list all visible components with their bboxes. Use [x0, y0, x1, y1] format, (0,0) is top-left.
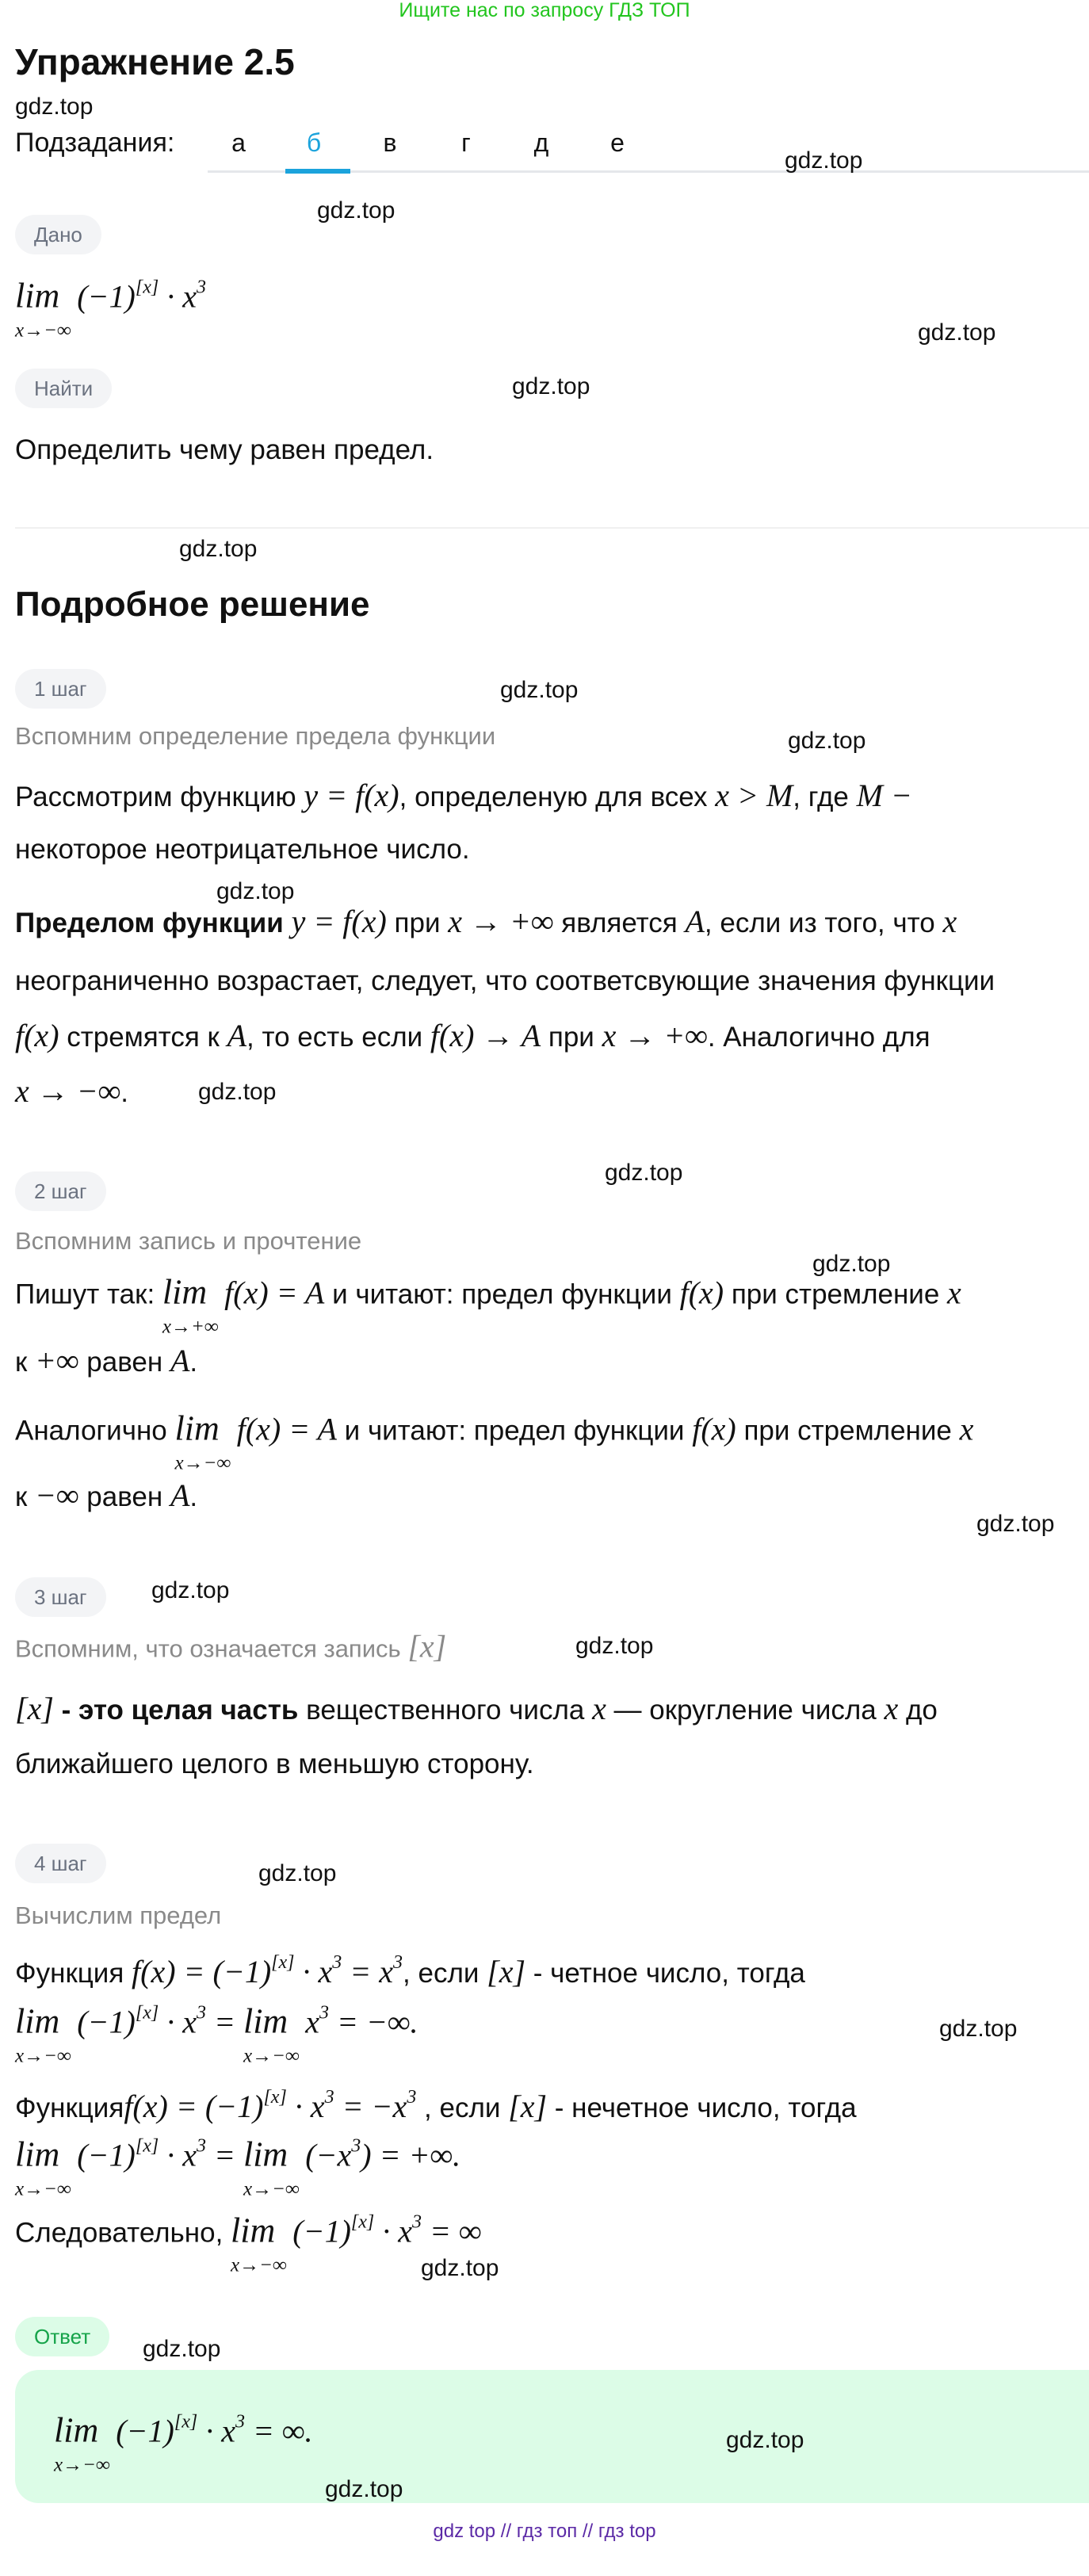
- text: равен: [78, 1347, 170, 1378]
- active-tab-indicator: [285, 169, 350, 174]
- step-line: [15, 1952, 805, 1991]
- text: стремятся к: [59, 1022, 227, 1053]
- watermark: gdz.top: [198, 1079, 277, 1105]
- find-badge: Найти: [15, 369, 112, 408]
- text: Вспомним запись и прочтение: [15, 1227, 362, 1255]
- math-expression: f(x): [679, 1275, 724, 1311]
- watermark: gdz.top: [939, 2016, 1018, 2042]
- math-superscript: 3: [324, 2087, 334, 2108]
- math-superscript: [x]: [135, 2135, 159, 2157]
- text: Следовательно,: [15, 2217, 231, 2249]
- text: .: [189, 1347, 198, 1378]
- math-expression: =: [205, 2137, 243, 2173]
- text: Функция: [15, 2093, 124, 2123]
- text: .: [120, 1077, 128, 1108]
- watermark: gdz.top: [317, 197, 395, 224]
- math-expression: f(x) = (−1): [132, 1954, 272, 1989]
- watermark: gdz.top: [421, 2255, 499, 2281]
- watermark: gdz.top: [15, 94, 94, 120]
- watermark: gdz.top: [785, 147, 863, 174]
- text: Рассмотрим функцию: [15, 782, 304, 812]
- text: ближайшего целого в меньшую сторону.: [15, 1749, 534, 1779]
- text: при стремление: [724, 1278, 948, 1310]
- math-expression: [x]: [407, 1628, 447, 1664]
- limit-subscript: x→−∞: [243, 2045, 300, 2067]
- step-heading: [15, 1630, 446, 1667]
- math-expression: · x: [294, 1954, 333, 1989]
- text: Функция: [15, 1958, 132, 1989]
- math-superscript: 3: [196, 2135, 206, 2157]
- math-expression: (−x: [305, 2137, 352, 2173]
- text: некоторое неотрицательное число.: [15, 834, 470, 865]
- math-expression: y = f(x): [291, 904, 387, 939]
- subtask-tab-1[interactable]: а: [231, 128, 246, 157]
- text: — округление числа: [606, 1695, 885, 1726]
- limit-operator: lim x→−∞: [15, 2005, 59, 2042]
- math-expression: (−1): [292, 2213, 351, 2249]
- subtask-tab-2[interactable]: б: [306, 128, 322, 157]
- math-expression: x: [947, 1275, 961, 1311]
- search-banner[interactable]: Ищите нас по запросу ГДЗ ТОП: [399, 0, 690, 21]
- math-expression: x → +∞: [602, 1018, 708, 1053]
- limit-subscript: x→−∞: [54, 2454, 110, 2476]
- math-expression: −∞: [35, 1477, 79, 1513]
- math-expression: f(x) = A: [224, 1275, 325, 1311]
- text: к: [15, 1481, 36, 1512]
- math-superscript: 3: [235, 2411, 245, 2433]
- math-expression: (−1): [77, 2137, 136, 2173]
- watermark: gdz.top: [726, 2427, 804, 2453]
- subtask-tab-4[interactable]: г: [461, 128, 471, 157]
- text: при стремление: [736, 1415, 960, 1447]
- text: . Аналогично для: [707, 1022, 930, 1053]
- subtask-tab-3[interactable]: в: [383, 128, 397, 157]
- math-expression: · x: [374, 2213, 413, 2249]
- math-expression: f(x) → A: [430, 1018, 541, 1053]
- math-expression: [x]: [487, 1954, 526, 1989]
- subtask-tab-5[interactable]: д: [533, 128, 549, 157]
- limit-operator: lim x→−∞: [243, 2138, 288, 2175]
- text: Пишут так:: [15, 1278, 162, 1310]
- step-line: [15, 2001, 418, 2067]
- watermark: gdz.top: [216, 878, 295, 904]
- watermark: gdz.top: [575, 1633, 654, 1659]
- watermark: gdz.top: [918, 319, 996, 346]
- text: , если из того, что: [704, 908, 943, 938]
- math-expression: f(x): [15, 1018, 59, 1053]
- math-expression: x: [884, 1691, 899, 1726]
- math-expression: = ∞.: [244, 2413, 313, 2449]
- step-line: [15, 1019, 930, 1055]
- step-badge: 1 шаг: [15, 669, 106, 709]
- text: Вспомним определение предела функции: [15, 722, 496, 750]
- solution-title: Подробное решение: [15, 585, 370, 624]
- text: , если: [403, 1958, 487, 1989]
- math-expression: x: [592, 1691, 606, 1726]
- watermark: gdz.top: [143, 2336, 221, 2362]
- math-expression: x: [305, 2004, 319, 2040]
- step-badge: 3 шаг: [15, 1577, 106, 1617]
- math-superscript: 3: [196, 2002, 206, 2024]
- math-expression: · x: [197, 2413, 235, 2449]
- math-expression: [x]: [15, 1691, 54, 1726]
- math-superscript: [x]: [350, 2211, 375, 2233]
- given-formula: [15, 276, 206, 342]
- limit-operator: lim x→−∞: [15, 2138, 59, 2175]
- text: Вычислим предел: [15, 1901, 222, 1929]
- step-line: [15, 964, 995, 999]
- math-superscript: 3: [412, 2211, 422, 2233]
- step-line: [15, 1747, 534, 1782]
- math-superscript: [x]: [135, 2002, 159, 2024]
- text: - четное число, тогда: [525, 1958, 805, 1989]
- limit-subscript: x→−∞: [243, 2178, 300, 2200]
- math-expression: · x: [159, 2137, 197, 2173]
- watermark: gdz.top: [179, 536, 258, 562]
- math-expression: = −x: [334, 2089, 407, 2124]
- math-expression: =: [205, 2004, 243, 2040]
- math-expression: A: [170, 1477, 190, 1513]
- text: , определеную для всех: [399, 782, 716, 812]
- step-line: [15, 1272, 961, 1338]
- subtasks-label: Подзадания:: [15, 128, 175, 158]
- math-expression: x: [959, 1411, 974, 1447]
- math-expression: M −: [856, 778, 912, 813]
- text: и читают: предел функции: [336, 1415, 693, 1447]
- math-expression: · x: [159, 2004, 197, 2040]
- math-expression: · x: [286, 2089, 325, 2124]
- bold-text: Пределом функции: [15, 908, 292, 938]
- watermark: gdz.top: [500, 677, 579, 703]
- math-superscript: 3: [319, 2002, 329, 2024]
- math-expression: f(x) = A: [236, 1411, 337, 1447]
- math-superscript: 3: [196, 277, 206, 298]
- step-badge: 4 шаг: [15, 1844, 106, 1883]
- math-expression: (−1): [77, 2004, 136, 2040]
- math-superscript: [x]: [135, 277, 159, 298]
- limit-operator: lim x→−∞: [243, 2005, 288, 2042]
- step-line: [15, 2089, 857, 2126]
- subtask-tab-6[interactable]: е: [610, 128, 625, 157]
- step-badge: 2 шаг: [15, 1171, 106, 1211]
- math-expression: = x: [342, 1954, 394, 1989]
- limit-operator: lim x→−∞: [175, 1412, 220, 1449]
- watermark: gdz.top: [788, 728, 866, 754]
- math-expression: +∞: [35, 1343, 79, 1378]
- math-expression: ) = +∞.: [361, 2137, 461, 2173]
- text: .: [189, 1481, 198, 1512]
- step-line: [15, 832, 470, 867]
- limit-subscript: x→−∞: [174, 1452, 231, 1474]
- step-line: [15, 904, 957, 941]
- math-expression: f(x) = (−1): [124, 2089, 264, 2124]
- text: , то есть если: [246, 1022, 430, 1053]
- text: Аналогично: [15, 1415, 175, 1447]
- math-expression: · x: [159, 278, 197, 315]
- limit-subscript: x→−∞: [15, 2178, 71, 2200]
- math-expression: x → −∞: [15, 1073, 121, 1109]
- text: неограниченно возрастает, следует, что соответсвующие значения функции: [15, 965, 995, 996]
- text: при: [541, 1022, 602, 1053]
- math-expression: (−1): [77, 278, 136, 315]
- text: при: [386, 908, 449, 938]
- math-expression: [x]: [508, 2089, 548, 2124]
- watermark: gdz.top: [512, 373, 590, 399]
- step-line: [15, 1408, 974, 1474]
- text: вещественного числа: [298, 1695, 593, 1726]
- given-badge: Дано: [15, 215, 101, 254]
- math-expression: (−1): [116, 2413, 174, 2449]
- watermark: gdz.top: [151, 1577, 230, 1603]
- math-expression: x > M: [715, 778, 793, 813]
- limit-subscript: x→−∞: [15, 319, 71, 342]
- answer-formula: [54, 2410, 313, 2476]
- step-line: [15, 1074, 128, 1110]
- math-expression: x → +∞: [448, 904, 554, 939]
- step-line: [15, 778, 912, 815]
- limit-subscript: x→−∞: [15, 2045, 71, 2067]
- step-heading: [15, 719, 495, 754]
- answer-badge: Ответ: [15, 2317, 109, 2356]
- page-title: Упражнение 2.5: [15, 41, 295, 82]
- watermark: gdz.top: [605, 1160, 683, 1186]
- watermark: gdz.top: [976, 1511, 1055, 1537]
- math-expression: A: [685, 904, 705, 939]
- math-expression: y = f(x): [304, 778, 399, 813]
- math-superscript: [x]: [271, 1952, 295, 1973]
- step-line: [15, 2135, 461, 2200]
- footer-links[interactable]: gdz top // гдз топ // гдз top: [433, 2521, 656, 2542]
- bold-text: - это целая часть: [53, 1695, 299, 1726]
- step-heading: [15, 1898, 221, 1933]
- math-superscript: 3: [407, 2087, 417, 2108]
- math-superscript: [x]: [174, 2411, 198, 2433]
- text: к: [15, 1347, 36, 1378]
- math-expression: x: [942, 904, 957, 939]
- watermark: gdz.top: [812, 1251, 891, 1277]
- text: , если: [416, 2093, 509, 2123]
- find-text: Определить чему равен предел.: [15, 434, 434, 465]
- text: , где: [793, 782, 857, 812]
- text: Вспомним, что означается запись: [15, 1634, 408, 1663]
- text: является: [553, 908, 686, 938]
- text: до: [898, 1695, 938, 1726]
- limit-subscript: x→−∞: [231, 2254, 287, 2276]
- step-heading: [15, 1224, 361, 1259]
- step-line: [15, 1343, 197, 1380]
- math-superscript: 3: [393, 1952, 403, 1973]
- math-expression: f(x): [692, 1411, 736, 1447]
- limit-operator: lim x→+∞: [162, 1275, 207, 1313]
- math-superscript: [x]: [263, 2087, 287, 2108]
- text: - нечетное число, тогда: [547, 2093, 857, 2123]
- text: и читают: предел функции: [324, 1278, 680, 1310]
- limit-operator: lim x→−∞: [54, 2414, 98, 2451]
- math-expression: = ∞: [422, 2213, 482, 2249]
- math-superscript: 3: [332, 1952, 342, 1973]
- watermark: gdz.top: [258, 1860, 337, 1886]
- math-expression: = −∞.: [328, 2004, 418, 2040]
- limit-operator: lim x→−∞: [15, 279, 59, 316]
- math-superscript: 3: [351, 2135, 361, 2157]
- step-line: [15, 1478, 197, 1515]
- limit-operator: lim x→−∞: [231, 2214, 275, 2251]
- text: равен: [78, 1481, 170, 1512]
- math-expression: A: [227, 1018, 247, 1053]
- limit-subscript: x→+∞: [162, 1316, 219, 1338]
- watermark: gdz.top: [325, 2476, 403, 2502]
- section-divider: [15, 527, 1089, 529]
- math-expression: A: [170, 1343, 190, 1378]
- step-line: [15, 1691, 938, 1728]
